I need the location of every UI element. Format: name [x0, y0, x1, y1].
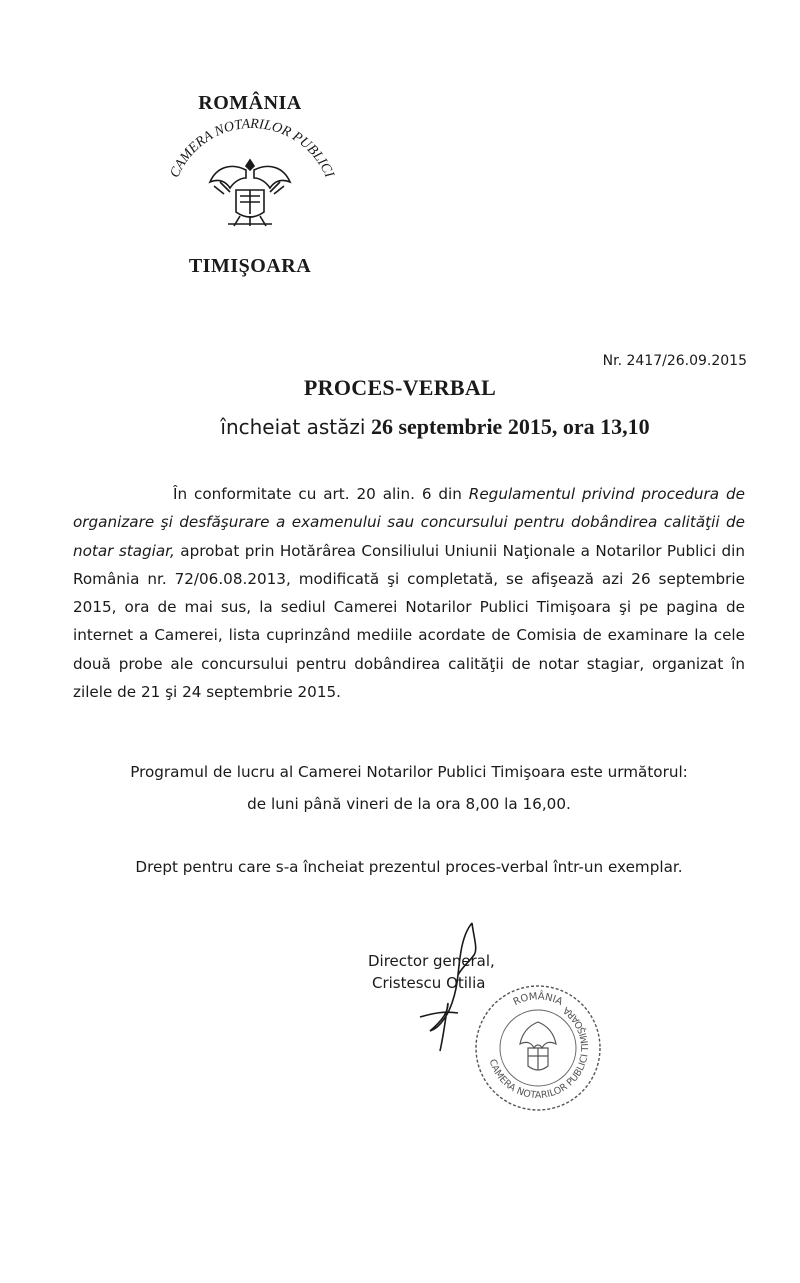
official-stamp [472, 982, 604, 1114]
chamber-emblem [150, 112, 350, 247]
subtitle-date: 26 septembrie 2015, ora 13,10 [370, 414, 650, 439]
document-number: Nr. 2417/26.09.2015 [602, 353, 747, 369]
stamp-ring-text: CAMERA NOTARILOR PUBLICI TIMIŞOARA [486, 1004, 592, 1102]
document-title: PROCES-VERBAL [303, 375, 497, 400]
schedule-line-1: Programul de lucru al Camerei Notarilor Publici Timişoara este următorul: [130, 763, 688, 781]
subtitle-prefix: încheiat astăzi [220, 415, 366, 439]
document-subtitle [0, 414, 800, 440]
signatory-name: Cristescu Otilia [372, 974, 486, 992]
stamp-eagle-icon [520, 1022, 556, 1070]
svg-text:CAMERA NOTARILOR PUBLICI [168, 117, 337, 181]
paragraph-part-1: În conformitate cu art. 20 alin. 6 din [173, 485, 469, 503]
stamp-top-text: ROMÂNIA [511, 991, 565, 1009]
eagle-icon [210, 160, 290, 226]
schedule-line-2: de luni până vineri de la ora 8,00 la 16,00. [247, 795, 571, 813]
paragraph-part-2: aprobat prin Hotărârea Consiliului Uniunii Naţionale a Notarilor Publici din România nr. 72/06.08.2013, modificată şi completată, se afişează azi 26 septembrie 2015, ora de mai sus, la sediul Camerei Notarilor Publici Timişoara şi pe pagina de internet a Camerei, lista cuprinzând mediile acordate de Comisia de examinare la cele două probe ale concursului pentru dobândirea calităţii de notar stagiar, organizat în zilele de 21 şi 24 septembrie 2015. [73, 541, 745, 702]
header-country: ROMÂNIA [198, 92, 302, 114]
header-city: TIMIŞOARA [188, 255, 312, 277]
closing-statement: Drept pentru care s-a încheiat prezentul proces-verbal într-un exemplar. [135, 858, 683, 876]
main-paragraph [73, 480, 745, 706]
emblem-ring-text: CAMERA NOTARILOR PUBLICI [167, 116, 337, 181]
signatory-role: Director general, [368, 952, 495, 970]
svg-text:ROMÂNIA [512, 989, 565, 1008]
regulation-title: Regulamentul privind procedura de organizare şi desfăşurare a examenului sau concursului pentru dobândirea calităţii de notar stagiar, [73, 485, 745, 560]
